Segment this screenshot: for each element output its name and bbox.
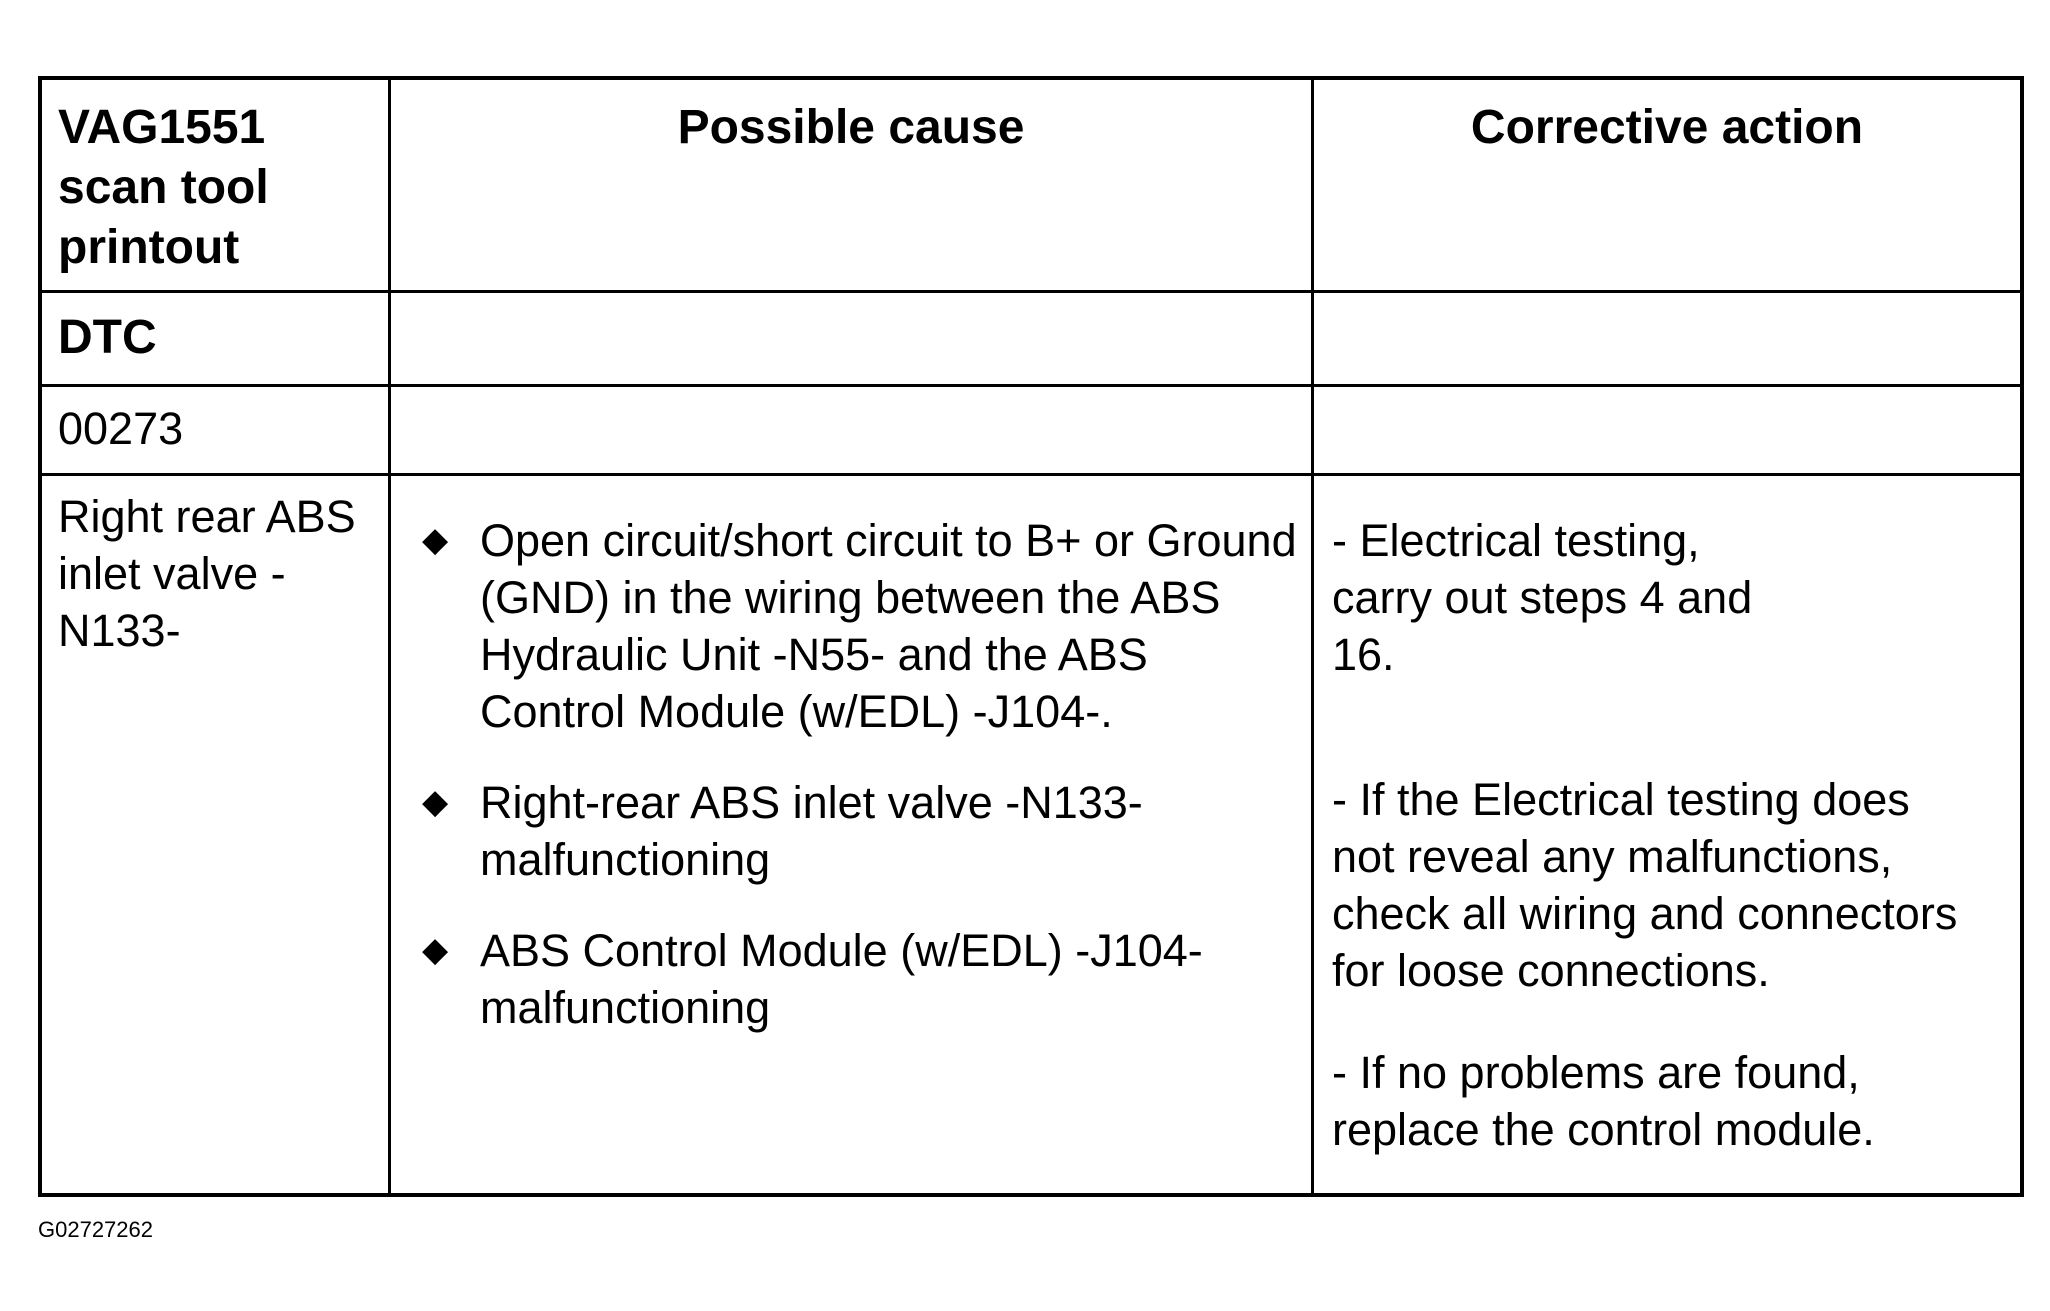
component-name: Right rear ABS inlet valve -N133- — [58, 491, 356, 656]
row-divider — [42, 384, 2020, 387]
action-item: - Electrical testing, carry out steps 4 and 16. — [1332, 515, 1753, 680]
action-item: - If the Electrical testing does not reveal any malfunctions, check all wiring and connectors for loose connections. — [1332, 774, 1958, 996]
dtc-label: DTC — [58, 311, 157, 364]
diagnostic-table — [38, 76, 2024, 1197]
column-divider — [388, 80, 391, 1193]
possible-causes — [422, 512, 1302, 1070]
corrective-actions — [1332, 512, 2012, 1203]
diamond-bullet-icon: ◆ — [422, 783, 449, 821]
column-divider — [1311, 80, 1314, 1193]
diamond-bullet-icon: ◆ — [422, 521, 449, 559]
cause-list — [422, 512, 1302, 1036]
cause-item — [422, 512, 1302, 740]
cause-item — [422, 922, 1302, 1036]
cause-item — [422, 774, 1302, 888]
diamond-bullet-icon: ◆ — [422, 931, 449, 969]
header-possible-cause: Possible cause — [677, 101, 1025, 154]
action-item: - If no problems are found, replace the control module. — [1332, 1047, 1875, 1155]
cause-text: ABS Control Module (w/EDL) -J104- malfunctioning — [480, 925, 1203, 1033]
figure-id: G02727262 — [38, 1217, 153, 1242]
header-scan-tool-printout: VAG1551 scan tool printout — [58, 101, 269, 274]
header-corrective-action: Corrective action — [1470, 101, 1864, 154]
cause-text: Right-rear ABS inlet valve -N133- malfunctioning — [480, 777, 1143, 885]
cause-text: Open circuit/short circuit to B+ or Ground (GND) in the wiring between the ABS Hydraulic Unit -N55- and the ABS Control Module (w/EDL) -J104-. — [480, 515, 1297, 737]
row-divider — [42, 290, 2020, 293]
dtc-code: 00273 — [58, 403, 184, 454]
row-divider — [42, 473, 2020, 476]
